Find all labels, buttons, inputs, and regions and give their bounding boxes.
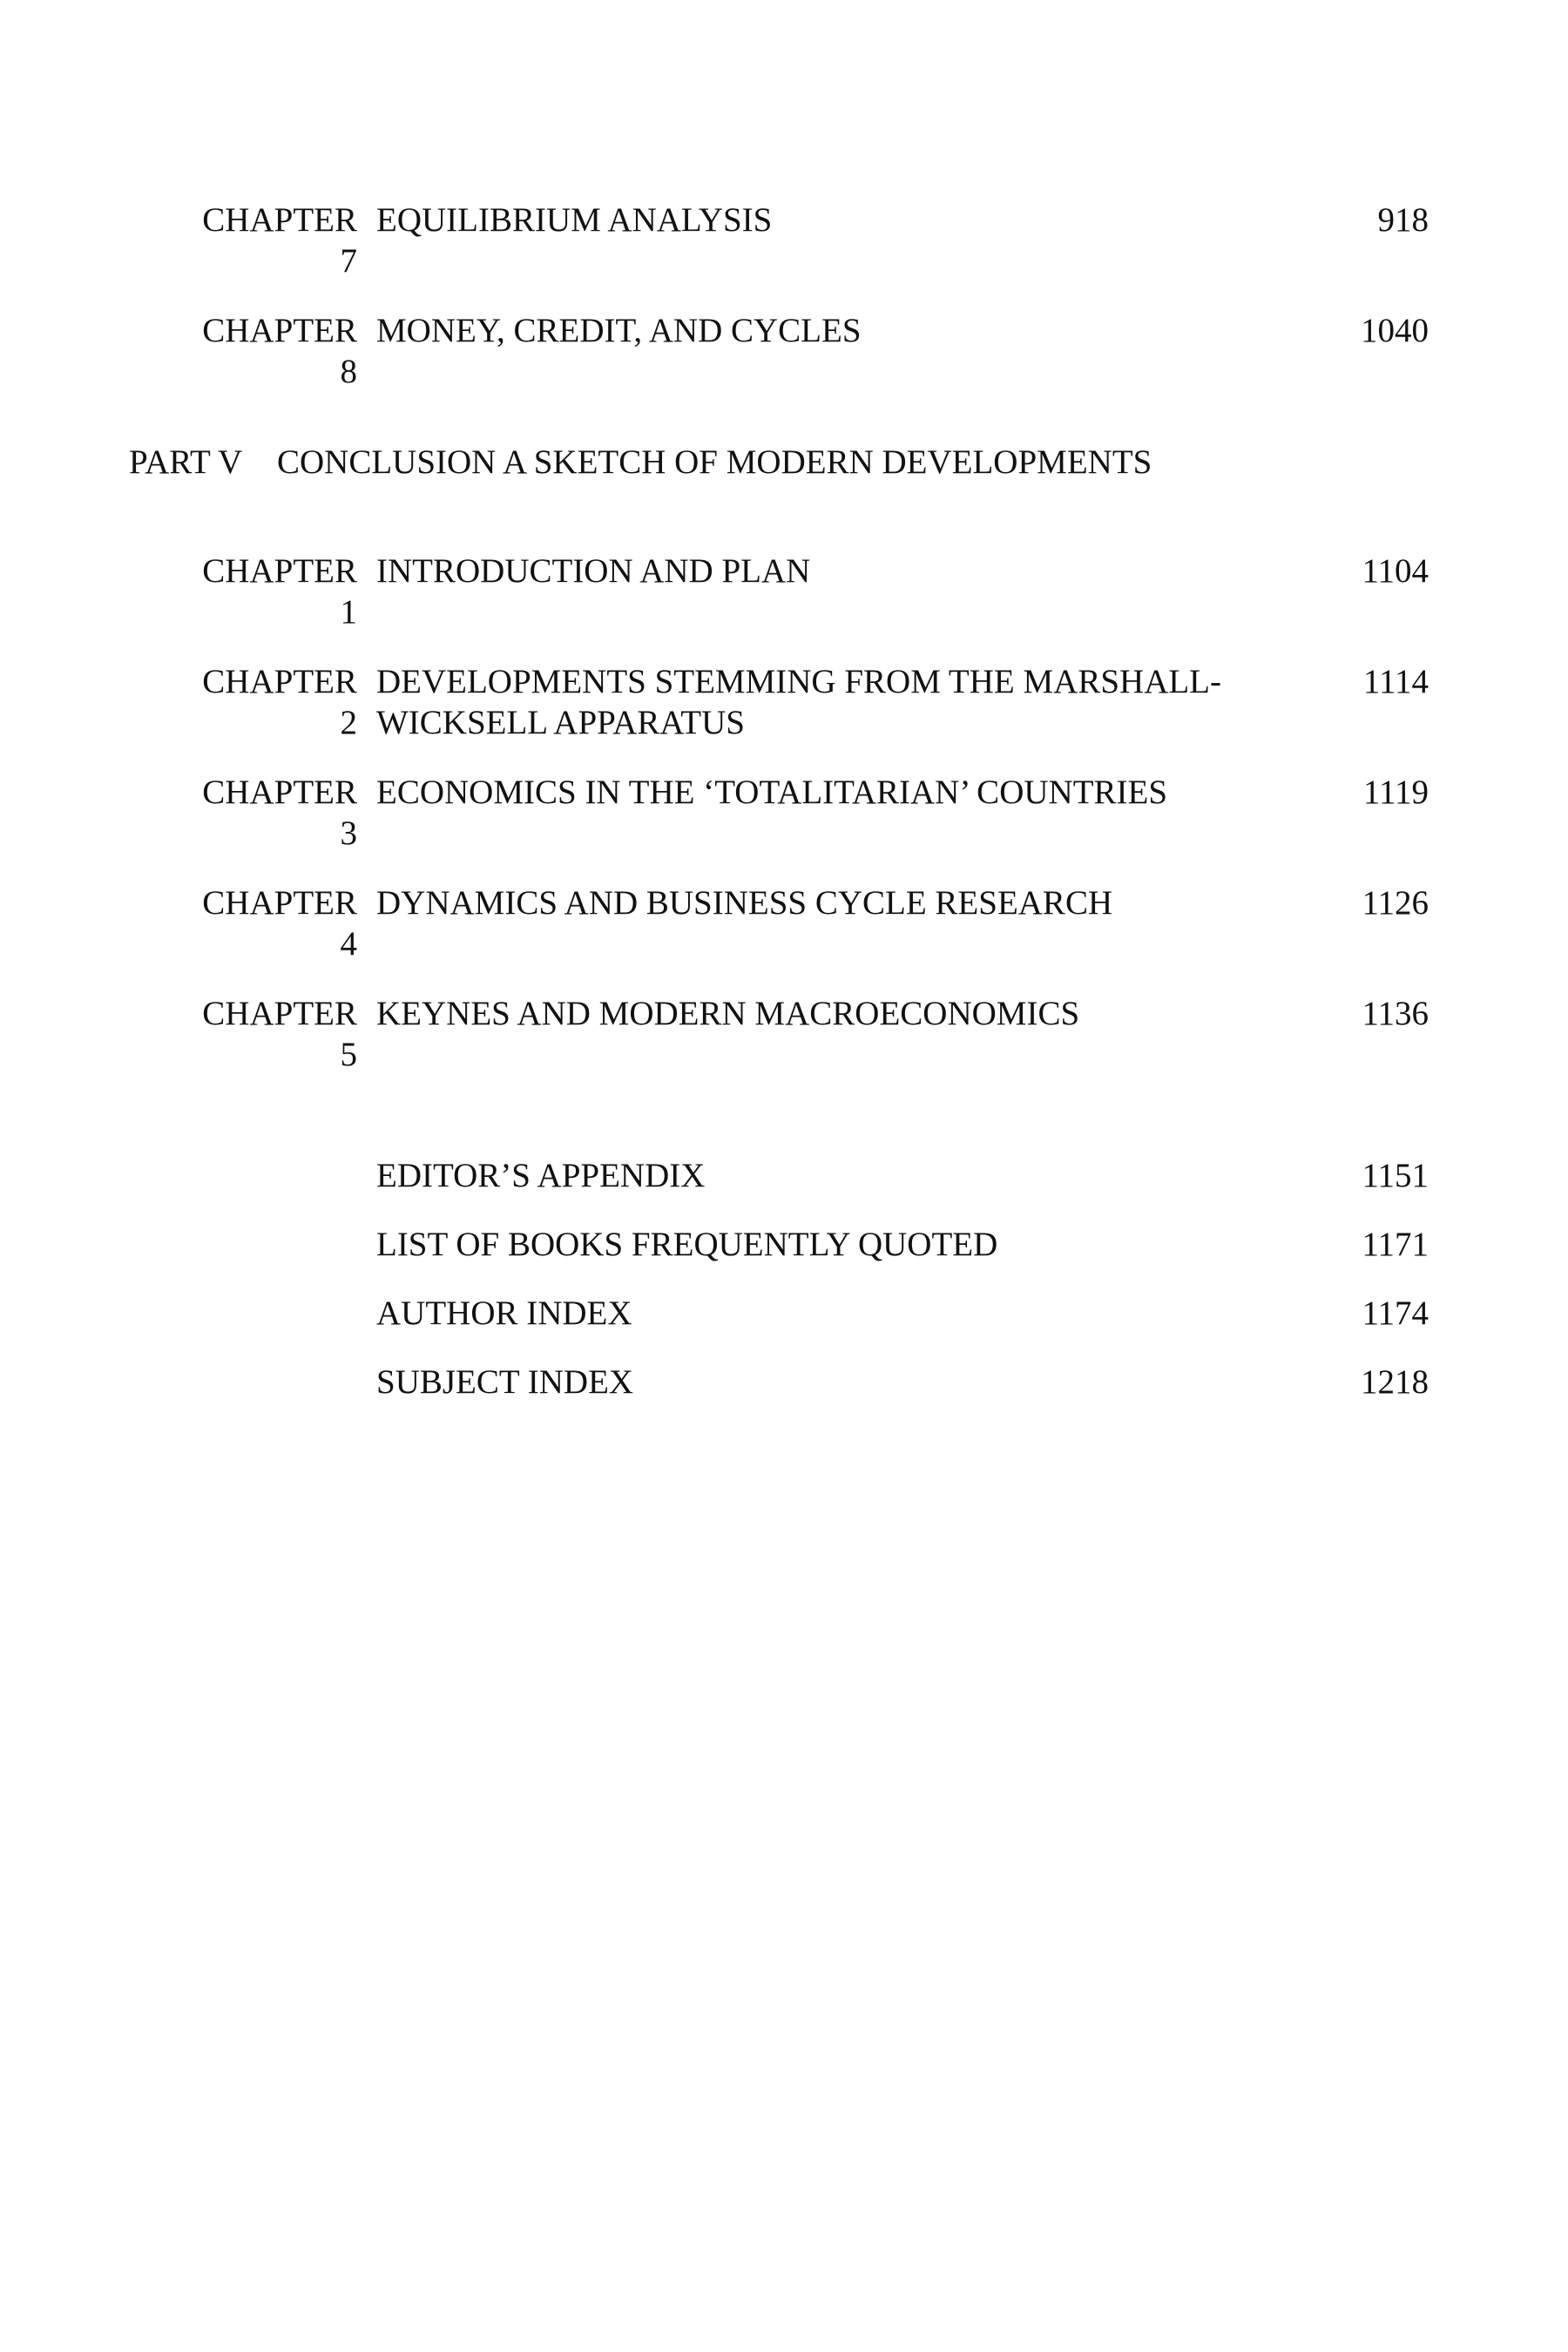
page-number: 1040 [1361, 312, 1429, 349]
chapter-label: CHAPTER [202, 201, 357, 239]
chapter-title: INTRODUCTION AND PLAN [376, 552, 811, 590]
back-matter-title: LIST OF BOOKS FREQUENTLY QUOTED [376, 1226, 998, 1263]
chapter-number: 7 [340, 242, 357, 280]
chapter-label: CHAPTER [202, 995, 357, 1032]
page-number: 1119 [1362, 774, 1429, 811]
page-number: 1171 [1362, 1226, 1429, 1263]
chapter-label: CHAPTER [202, 884, 357, 922]
chapter-title: KEYNES AND MODERN MACROECONOMICS [376, 995, 1080, 1032]
page-number: 1136 [1362, 995, 1429, 1032]
chapter-label: CHAPTER [202, 552, 357, 590]
chapter-label: CHAPTER [202, 312, 357, 349]
back-matter-title: EDITOR’S APPENDIX [376, 1157, 706, 1194]
chapter-number: 2 [340, 704, 357, 741]
chapter-title-continued: WICKSELL APPARATUS [376, 704, 745, 741]
chapter-title: EQUILIBRIUM ANALYSIS [376, 201, 773, 239]
chapter-title: DYNAMICS AND BUSINESS CYCLE RESEARCH [376, 884, 1113, 922]
chapter-label: CHAPTER [202, 774, 357, 811]
page-number: 1218 [1361, 1363, 1429, 1401]
page-number: 1151 [1362, 1157, 1429, 1194]
page-number: 918 [1377, 201, 1429, 239]
chapter-title: MONEY, CREDIT, AND CYCLES [376, 312, 862, 349]
chapter-number: 1 [340, 593, 357, 631]
back-matter-title: AUTHOR INDEX [376, 1294, 632, 1332]
chapter-title: ECONOMICS IN THE ‘TOTALITARIAN’ COUNTRIES [376, 774, 1168, 811]
part-label: PART V [129, 443, 243, 481]
page-number: 1126 [1362, 884, 1429, 922]
chapter-title: DEVELOPMENTS STEMMING FROM THE MARSHALL- [376, 663, 1221, 700]
chapter-label: CHAPTER [202, 663, 357, 700]
page-number: 1114 [1362, 663, 1429, 700]
page-number: 1174 [1362, 1294, 1429, 1332]
chapter-number: 4 [340, 925, 357, 963]
part-title: CONCLUSION A SKETCH OF MODERN DEVELOPMENTS [277, 443, 1152, 481]
back-matter-title: SUBJECT INDEX [376, 1363, 634, 1401]
chapter-number: 8 [340, 353, 357, 390]
chapter-number: 3 [340, 814, 357, 852]
chapter-number: 5 [340, 1036, 357, 1073]
page-number: 1104 [1362, 552, 1429, 590]
